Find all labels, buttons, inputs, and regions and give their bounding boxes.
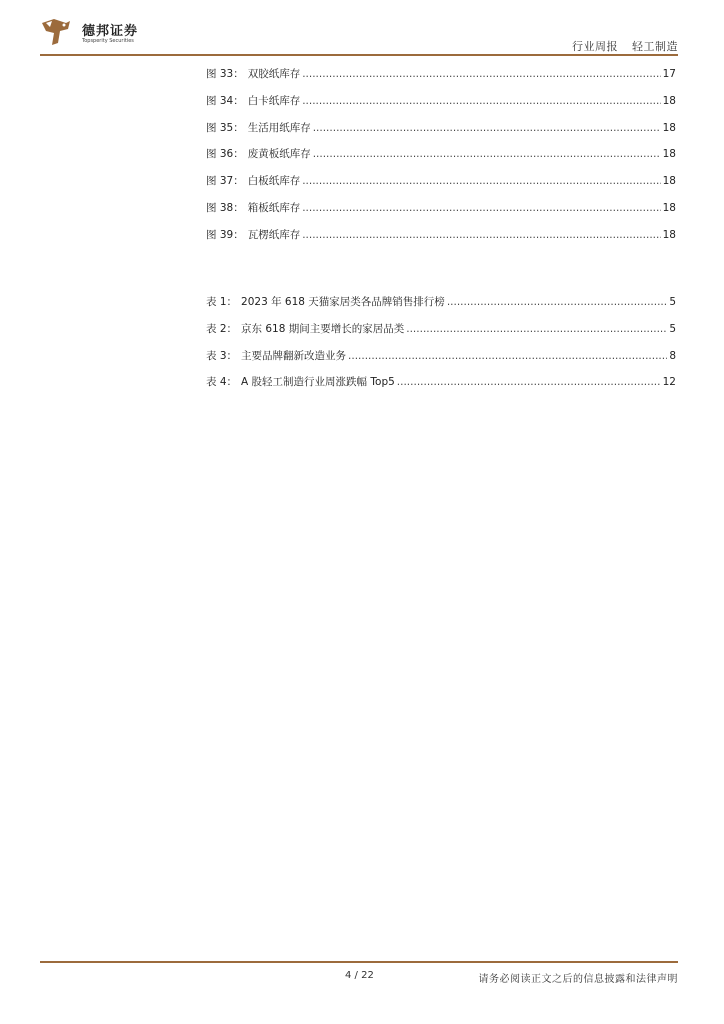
toc-leader-dots bbox=[348, 350, 667, 362]
toc-label: 表 4： bbox=[206, 376, 238, 389]
logo-chinese-name: 德邦证券 bbox=[82, 24, 139, 39]
toc-entry-figure-34[interactable] bbox=[206, 93, 676, 120]
toc-entry-figure-37[interactable] bbox=[206, 173, 676, 200]
toc-label: 表 3： bbox=[206, 349, 238, 362]
toc-entry-figure-38[interactable] bbox=[206, 200, 676, 227]
toc-leader-dots bbox=[302, 68, 660, 80]
legal-disclaimer: 请务必阅读正文之后的信息披露和法律声明 bbox=[478, 974, 678, 985]
toc-leader-dots bbox=[302, 229, 660, 241]
page-number: 4 / 22 bbox=[345, 970, 374, 981]
toc-leader-dots bbox=[406, 323, 667, 335]
toc-leader-dots bbox=[397, 376, 661, 388]
toc-label: 图 37： bbox=[206, 175, 244, 188]
header-category bbox=[572, 38, 678, 54]
toc-page-number: 18 bbox=[662, 201, 676, 214]
toc-page-number: 5 bbox=[669, 296, 676, 308]
toc-leader-dots bbox=[302, 202, 660, 214]
toc-leader-dots bbox=[313, 148, 661, 160]
report-type: 行业周报 bbox=[572, 40, 618, 53]
toc-page-number: 5 bbox=[669, 322, 676, 335]
toc-title: 双胶纸库存 bbox=[247, 68, 301, 80]
table-index-list bbox=[206, 294, 676, 401]
toc-page-number: 18 bbox=[662, 175, 676, 188]
toc-page-number: 12 bbox=[662, 376, 676, 389]
toc-page-number: 18 bbox=[662, 94, 676, 107]
toc-page-number: 8 bbox=[669, 349, 676, 362]
header-divider bbox=[40, 54, 678, 56]
toc-label: 图 39： bbox=[206, 228, 244, 241]
toc-title: 白板纸库存 bbox=[247, 175, 301, 188]
toc-label: 图 38： bbox=[206, 201, 244, 214]
toc-leader-dots bbox=[302, 175, 660, 187]
toc-entry-table-4[interactable] bbox=[206, 374, 676, 401]
logo-mark-icon bbox=[40, 17, 72, 47]
toc-title: 京东 618 期间主要增长的家居品类 bbox=[241, 322, 405, 335]
footer-divider bbox=[40, 961, 678, 963]
figure-index-list bbox=[206, 66, 676, 254]
logo-english-name: Topsperity Securities bbox=[82, 38, 134, 44]
toc-label: 图 35： bbox=[206, 121, 244, 134]
toc-label: 图 33： bbox=[206, 68, 244, 80]
toc-page-number: 17 bbox=[662, 68, 676, 80]
toc-leader-dots bbox=[447, 296, 668, 308]
toc-title: 生活用纸库存 bbox=[247, 121, 311, 134]
toc-page-number: 18 bbox=[662, 228, 676, 241]
industry-name: 轻工制造 bbox=[632, 40, 678, 53]
toc-title: A 股轻工制造行业周涨跌幅 Top5 bbox=[241, 376, 395, 389]
toc-page-number: 18 bbox=[662, 121, 676, 134]
company-logo bbox=[40, 17, 140, 47]
toc-entry-figure-33[interactable] bbox=[206, 66, 676, 93]
toc-title: 瓦楞纸库存 bbox=[247, 228, 301, 241]
toc-title: 废黄板纸库存 bbox=[247, 148, 311, 161]
toc-entry-figure-36[interactable] bbox=[206, 146, 676, 173]
toc-page-number: 18 bbox=[662, 148, 676, 161]
toc-leader-dots bbox=[313, 122, 661, 134]
toc-entry-figure-35[interactable] bbox=[206, 120, 676, 147]
toc-title: 2023 年 618 天猫家居类各品牌销售排行榜 bbox=[241, 296, 445, 308]
toc-entry-figure-39[interactable] bbox=[206, 227, 676, 254]
toc-entry-table-1[interactable] bbox=[206, 294, 676, 321]
toc-entry-table-3[interactable] bbox=[206, 348, 676, 375]
toc-label: 图 36： bbox=[206, 148, 244, 161]
toc-title: 箱板纸库存 bbox=[247, 201, 301, 214]
toc-title: 白卡纸库存 bbox=[247, 94, 301, 107]
toc-label: 表 2： bbox=[206, 322, 238, 335]
toc-label: 表 1： bbox=[206, 296, 238, 308]
toc-entry-table-2[interactable] bbox=[206, 321, 676, 348]
toc-label: 图 34： bbox=[206, 94, 244, 107]
toc-leader-dots bbox=[302, 95, 660, 107]
toc-title: 主要品牌翻新改造业务 bbox=[241, 349, 347, 362]
